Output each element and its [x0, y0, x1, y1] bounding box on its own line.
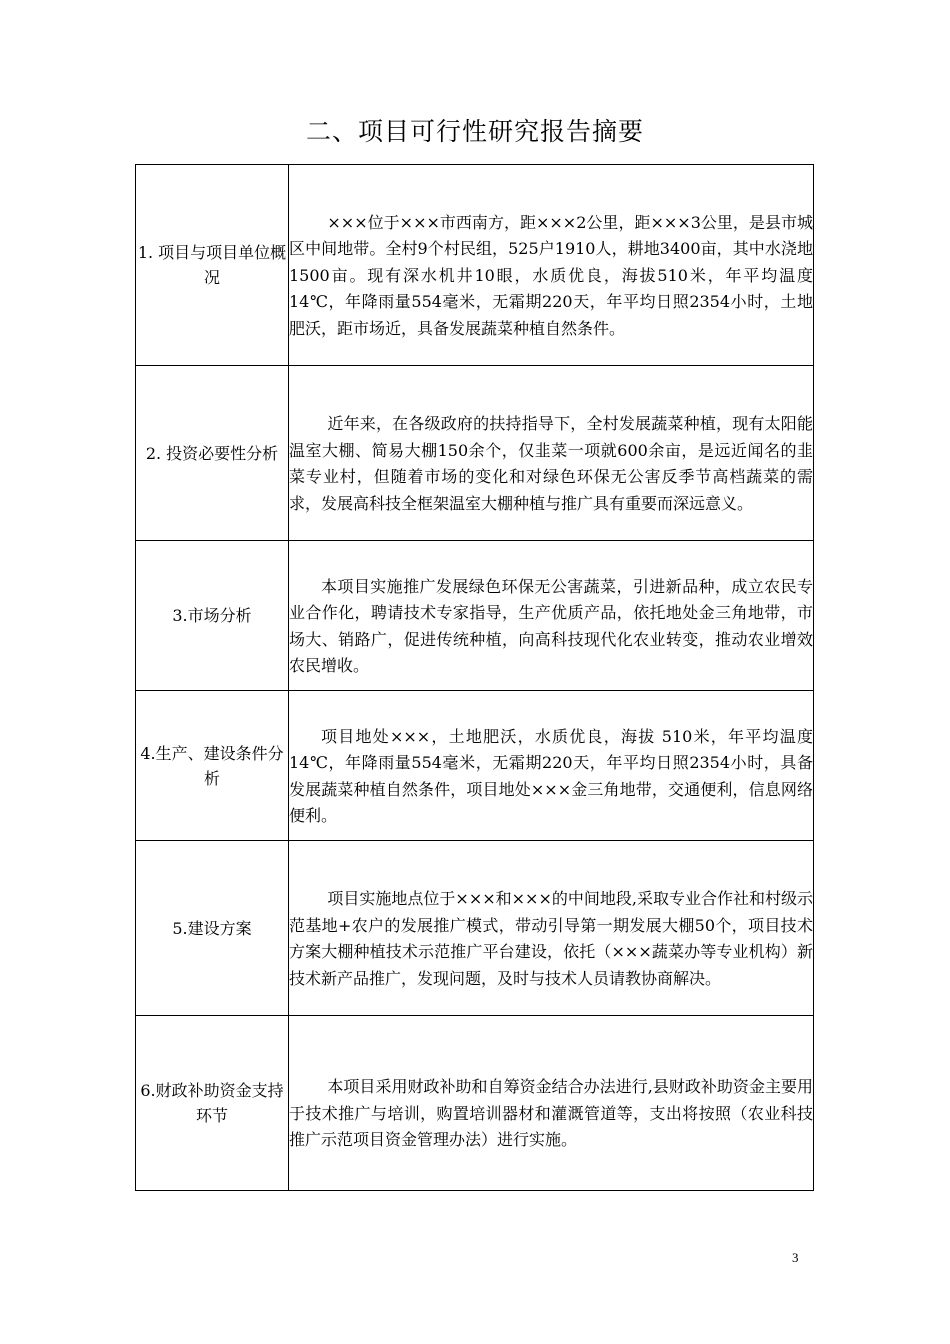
table-row — [136, 841, 814, 1016]
page-number: 3 — [792, 1250, 799, 1265]
row-content-text: 本项目实施推广发展绿色环保无公害蔬菜，引进新品种，成立农民专业合作化，聘请技术专家指导，生产优质产品，依托地处金三角地带，市场大、销路广，促进传统种植，向高科技现代化农业转变，推动农业增效农民增收。 — [289, 576, 813, 675]
row-content-text: 本项目采用财政补助和自筹资金结合办法进行,县财政补助资金主要用于技术推广与培训，购置培训器材和灌溉管道等，支出将按照（农业科技推广示范项目资金管理办法）进行实施。 — [289, 1077, 813, 1150]
row-content-text: 项目地处×××，土地肥沃，水质优良，海拔 510米，年平均温度14℃，年降雨量554毫米，无霜期220天，年平均日照2354小时，具备发展蔬菜种植自然条件，项目地处×××金三角地带，交通便利，信息网络便利。 — [289, 726, 813, 825]
row-content-text: 项目实施地点位于×××和×××的中间地段,采取专业合作社和村级示范基地+农户的发展推广模式，带动引导第一期发展大棚50个，项目技术方案大棚种植技术示范推广平台建设，依托（×××蔬菜办等专业机构）新技术新产品推广，发现问题，及时与技术人员请教协商解决。 — [289, 889, 813, 988]
row-label: 3.市场分析 — [136, 541, 289, 691]
row-content — [289, 541, 814, 691]
row-label: 6.财政补助资金支持环节 — [136, 1016, 289, 1191]
row-content — [289, 841, 814, 1016]
row-content-text: ×××位于×××市西南方，距×××2公里，距×××3公里，是县市城区中间地带。全村9个村民组，525户1910人，耕地3400亩，其中水浇地1500亩。现有深水机井10眼，水质优良，海拔510米，年平均温度14℃，年降雨量554毫米，无霜期220天，年平均日照2354小时，土地肥沃，距市场近，具备发展蔬菜种植自然条件。 — [289, 212, 813, 338]
row-content — [289, 691, 814, 841]
row-label: 5.建设方案 — [136, 841, 289, 1016]
row-label: 2. 投资必要性分析 — [136, 366, 289, 541]
row-label: 4.生产、建设条件分析 — [136, 691, 289, 841]
row-content — [289, 165, 814, 366]
row-content — [289, 366, 814, 541]
row-content-text: 近年来，在各级政府的扶持指导下，全村发展蔬菜种植，现有太阳能温室大棚、简易大棚150余个，仅韭菜一项就600余亩，是远近闻名的韭菜专业村，但随着市场的变化和对绿色环保无公害反季节高档蔬菜的需求，发展高科技全框架温室大棚种植与推广具有重要而深远意义。 — [289, 414, 813, 513]
row-label: 1. 项目与项目单位概况 — [136, 165, 289, 366]
table-row — [136, 366, 814, 541]
table-row — [136, 165, 814, 366]
table-row — [136, 691, 814, 841]
table-row — [136, 541, 814, 691]
table-row — [136, 1016, 814, 1191]
row-content — [289, 1016, 814, 1191]
feasibility-summary-table — [135, 164, 814, 1191]
page-title: 二、项目可行性研究报告摘要 — [305, 117, 644, 146]
